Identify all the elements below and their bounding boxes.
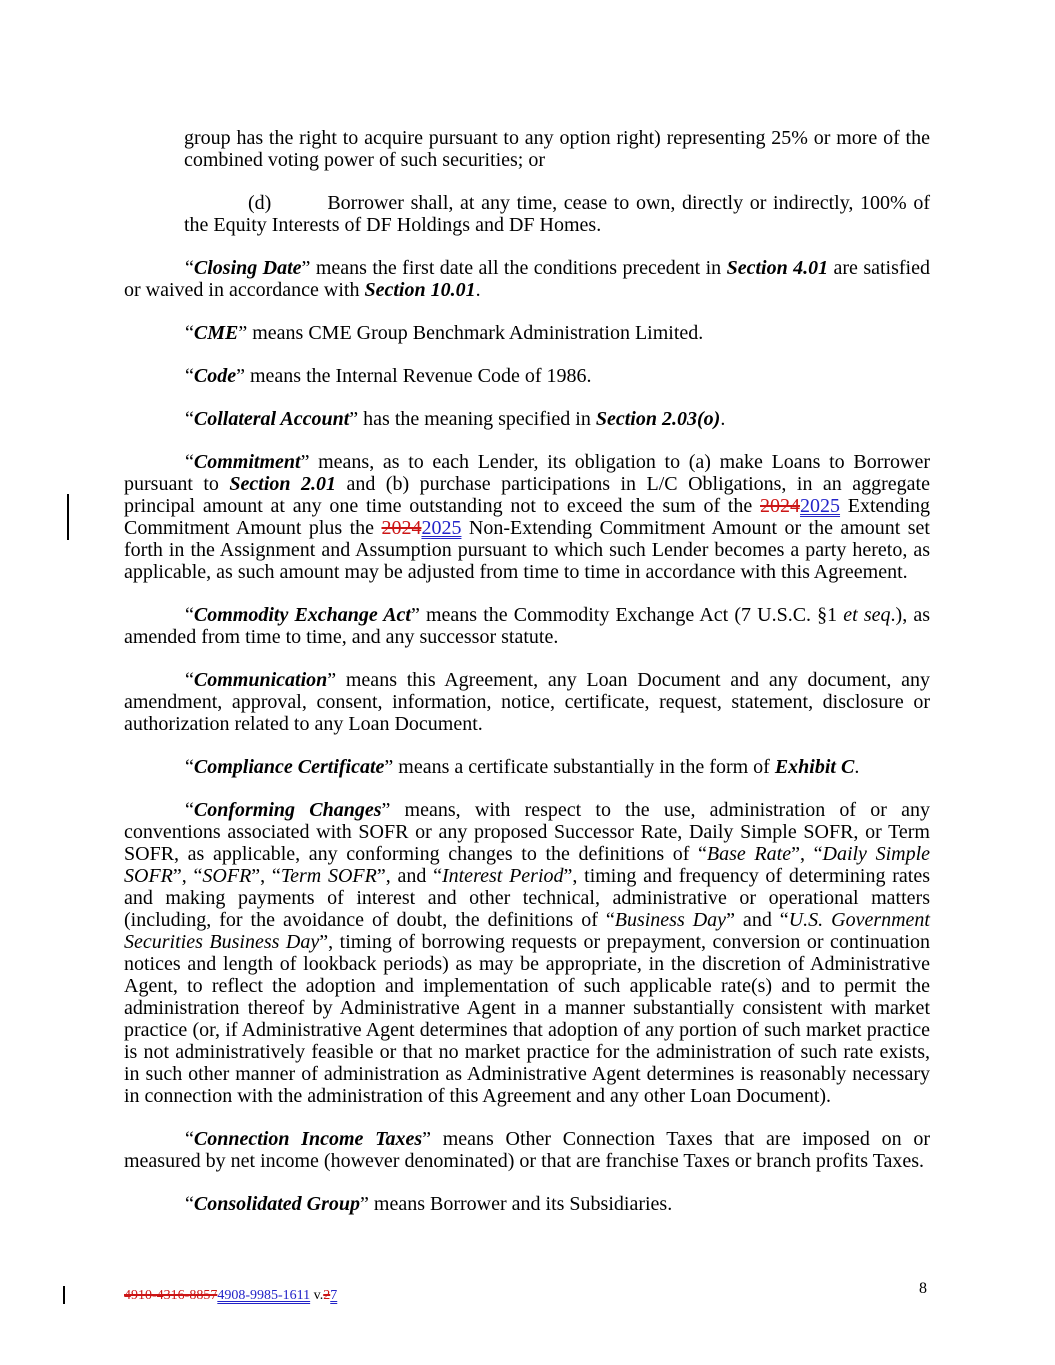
text-run: Compliance Certificate: [193, 756, 385, 778]
text-run: Section 4.01: [726, 257, 829, 279]
text-run: .: [720, 408, 726, 430]
text-run: ” means, with respect to the use, administration of or any conventions associated with SOFR or any proposed Successor Rate, Daily Simple SOFR, or Term SOFR, as applicable, any conforming changes to the definitions of “: [124, 799, 931, 865]
text-run: Closing Date: [193, 257, 302, 279]
text-run: Daily Simple SOFR: [124, 843, 931, 887]
text-run: and (b) purchase participations in L/C Obligations, in an aggregate principal amount at any one time outstanding not to exceed the sum of the: [124, 473, 930, 517]
text-run: Section 2.01: [229, 473, 336, 495]
paragraph-communication: [124, 669, 930, 735]
text-run: Interest Period: [441, 865, 564, 887]
paragraph-commitment: [124, 451, 930, 583]
text-run: ”, timing of borrowing requests or prepayment, conversion or continuation notices and length of lookback periods) as may be appropriate, in the discretion of Administrative Agent, to reflect the adoption and implementation of such applicable rate(s) and to permit the administration thereof by Administrative Agent in a manner substantially consistent with market practice (or, if Administrative Agent determines that adoption of any portion of such market practice is not administratively feasible or that no market practice for the administration of such rate exists, in such other manner of administration as Administrative Agent determines is reasonably necessary in connection with the administration of this Agreement and any other Loan Document).: [124, 931, 930, 1107]
inserted-text: 2025: [421, 517, 462, 539]
text-run: .: [854, 756, 860, 778]
text-run: CME: [193, 322, 239, 344]
page-number: 8: [919, 1280, 927, 1297]
text-run: Business Day: [614, 909, 727, 931]
text-run: “: [185, 257, 194, 279]
text-run: ” means the Commodity Exchange Act (7 U.S.C. §1: [410, 604, 844, 626]
text-run: “: [185, 322, 194, 344]
text-run: ”, “: [251, 865, 281, 887]
text-run: Extending Commitment Amount plus the: [124, 495, 930, 539]
version-inserted: 7: [330, 1288, 338, 1303]
text-run: Connection Income Taxes: [193, 1128, 423, 1150]
text-run: Communication: [193, 669, 328, 691]
text-run: Section 10.01: [364, 279, 476, 301]
text-run: Exhibit C: [774, 756, 855, 778]
paragraph-closing-date: [124, 257, 930, 301]
text-run: ”, “: [791, 843, 823, 865]
text-run: group has the right to acquire pursuant to any option right) representing 25% or more of the combined voting power of such securities; or: [184, 127, 930, 171]
text-run: “: [185, 604, 194, 626]
text-run: ” means, as to each Lender, its obligation to (a) make Loans to Borrower pursuant to: [124, 451, 930, 495]
body-text: [124, 127, 930, 1236]
text-run: Non-Extending Commitment Amount or the amount set forth in the Assignment and Assumption pursuant to which such Lender becomes a party hereto, as applicable, as such amount may be adjusted from time to time in accordance with this Agreement.: [124, 517, 930, 583]
text-run: “: [185, 756, 194, 778]
text-run: Base Rate: [706, 843, 792, 865]
text-run: “: [185, 1193, 194, 1215]
paragraph-compliance-certificate: [124, 756, 930, 778]
text-run: ” means Borrower and its Subsidiaries.: [360, 1193, 673, 1215]
text-run: Code: [193, 365, 237, 387]
paragraph-connection-income-taxes: [124, 1128, 930, 1172]
text-run: ” and “: [726, 909, 789, 931]
text-run: Collateral Account: [193, 408, 350, 430]
paragraph-code: [124, 365, 930, 387]
text-run: Conforming Changes: [193, 799, 382, 821]
text-run: “: [185, 799, 194, 821]
text-run: Term SOFR: [280, 865, 377, 887]
text-run: “: [185, 1128, 194, 1150]
text-run: Section 2.03(o): [595, 408, 721, 430]
paragraph-item-d: [184, 192, 930, 236]
paragraph-conforming-changes: [124, 799, 930, 1107]
text-run: “: [185, 451, 194, 473]
deleted-text: 2024: [381, 517, 422, 539]
text-run: (d): [248, 192, 272, 214]
paragraph-consolidated-group: [124, 1193, 930, 1215]
text-run: ” means Other Connection Taxes that are imposed on or measured by net income (however denominated) or that are franchise Taxes or branch profits Taxes.: [124, 1128, 930, 1172]
version-deleted: 2: [323, 1288, 331, 1303]
text-run: U.S. Government Securities Business Day: [124, 909, 930, 953]
text-run: ” means the Internal Revenue Code of 1986.: [236, 365, 592, 387]
text-run: “: [185, 365, 194, 387]
text-run: Consolidated Group: [193, 1193, 361, 1215]
text-run: Borrower shall, at any time, cease to own, directly or indirectly, 100% of the Equity Interests of DF Holdings and DF Homes.: [184, 192, 930, 236]
text-run: ” means CME Group Benchmark Administration Limited.: [238, 322, 704, 344]
paragraph-continuation: [184, 127, 930, 171]
paragraph-cme: [124, 322, 930, 344]
paragraph-collateral-account: [124, 408, 930, 430]
text-run: SOFR: [202, 865, 252, 887]
text-run: Commitment: [193, 451, 301, 473]
text-run: ” means the first date all the conditions precedent in: [301, 257, 727, 279]
inserted-text: 2025: [800, 495, 841, 517]
text-run: “: [185, 669, 194, 691]
text-run: “: [185, 408, 194, 430]
text-run: ” means this Agreement, any Loan Document and any document, any amendment, approval, consent, information, notice, certificate, request, statement, disclosure or authorization related to any Loan Document.: [124, 669, 930, 735]
paragraph-commodity-exchange-act: [124, 604, 930, 648]
text-run: ”, “: [172, 865, 203, 887]
text-run: ”, timing and frequency of determining rates and making payments of interest and other technical, administrative or operational matters (including, for the avoidance of doubt, the definitions of “: [124, 865, 930, 931]
text-run: Commodity Exchange Act: [193, 604, 411, 626]
doc-id-inserted: 4908-9985-1611: [217, 1288, 311, 1303]
deleted-text: 2024: [760, 495, 801, 517]
text-run: et seq: [843, 604, 891, 626]
text-run: ”, and “: [376, 865, 442, 887]
version-prefix: v.: [310, 1288, 324, 1303]
text-run: .), as amended from time to time, and any successor statute.: [124, 604, 930, 648]
doc-id-deleted: 4910-4316-8857: [124, 1288, 218, 1303]
text-run: ” means a certificate substantially in the form of: [384, 756, 775, 778]
page-footer: [124, 1287, 337, 1304]
text-run: are satisfied or waived in accordance with: [124, 257, 930, 301]
text-run: ” has the meaning specified in: [349, 408, 596, 430]
change-bar-commitment: [67, 494, 69, 540]
change-bar-footer: [63, 1286, 65, 1304]
text-run: .: [475, 279, 481, 301]
